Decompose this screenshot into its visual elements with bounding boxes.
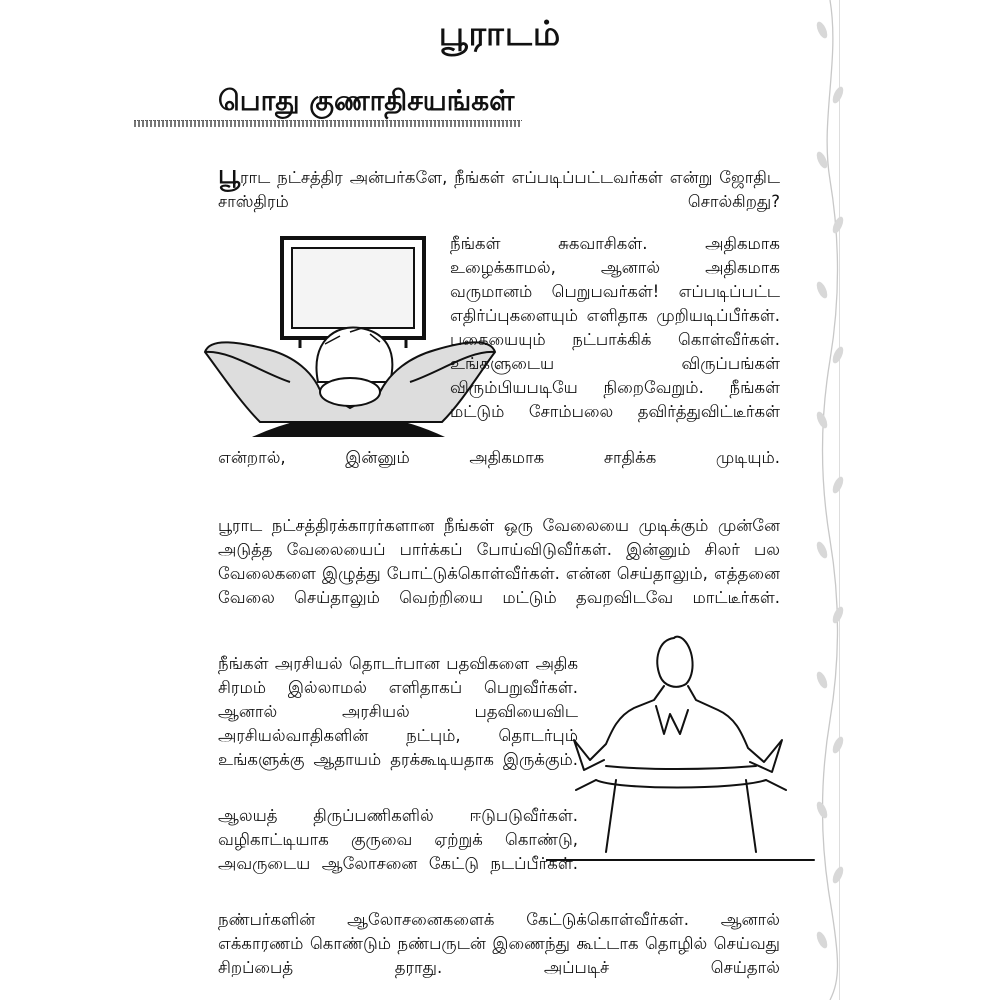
dotted-rule bbox=[134, 120, 522, 127]
intro-paragraph bbox=[218, 160, 780, 238]
friends-paragraph: நண்பர்களின் ஆலோசனைகளைக் கேட்டுக்கொள்வீர்கள். ஆனால் எக்காரணம் கொண்டும் நண்பருடன் இணைந்து கூட்டாக தொழில் செய்வது சிறப்பைத் தராது. அப்படிச் செய்தால் bbox=[218, 910, 780, 977]
intro-text: ராட நட்சத்திர அன்பர்களே, நீங்கள் எப்படிப்பட்டவர்கள் என்று ஜோதிட சாஸ்திரம் சொல்கிறது? bbox=[218, 168, 780, 211]
decorative-border bbox=[818, 0, 1000, 1000]
section-subtitle: பொது குணாதிசயங்கள் bbox=[218, 84, 515, 117]
character-paragraph: நீங்கள் சுகவாசிகள். அதிகமாக உழைக்காமல், ஆனால் அதிகமாக வருமானம் பெறுபவர்கள்! எப்படிப்பட்ட எதிர்ப்புகளையும் எளிதாக முறியடிப்பீர்கள். பகையையும் நட்பாக்கிக் கொள்வீர்கள். உங்களுடைய விருப்பங்கள் விரும்பியபடியே நிறைவேறும். நீங்கள் மட்டும் சோம்பலை தவிர்த்துவிட்டீர்கள் bbox=[450, 234, 780, 421]
politics-paragraph: நீங்கள் அரசியல் தொடர்பான பதவிகளை அதிக சிரமம் இல்லாமல் எளிதாகப் பெறுவீர்கள். ஆனால் அரசியல் பதவியைவிட அரசியல்வாதிகளின் நட்பும், தொடர்பும் உங்களுக்கு ஆதாயம் தரக்கூடியதாக இருக்கும். bbox=[218, 654, 578, 769]
temple-paragraph: ஆலயத் திருப்பணிகளில் ஈடுபடுவீர்கள். வழிகாட்டியாக குருவை ஏற்றுக் கொண்டு, அவருடைய ஆலோசனை கேட்டு நடப்பீர்கள். bbox=[218, 806, 578, 873]
meditating-man-icon bbox=[546, 630, 816, 865]
character-paragraph-end: என்றால், இன்னும் அதிகமாக சாதிக்க முடியும். bbox=[218, 448, 780, 467]
page-title: பூராடம் bbox=[438, 14, 562, 54]
drop-cap: பூ bbox=[218, 160, 240, 190]
work-paragraph: பூராட நட்சத்திரக்காரர்களான நீங்கள் ஒரு வேலையை முடிக்கும் முன்னே அடுத்த வேலையைப் பார்க்கப் போய்விடுவீர்கள். இன்னும் சிலர் பல வேலைகளை இழுத்து போட்டுக்கொள்வீர்கள். என்ன செய்தாலும், எத்தனை வேலை செய்தாலும் வெற்றியை மட்டும் தவறவிடவே மாட்டீர்கள். bbox=[218, 516, 780, 607]
